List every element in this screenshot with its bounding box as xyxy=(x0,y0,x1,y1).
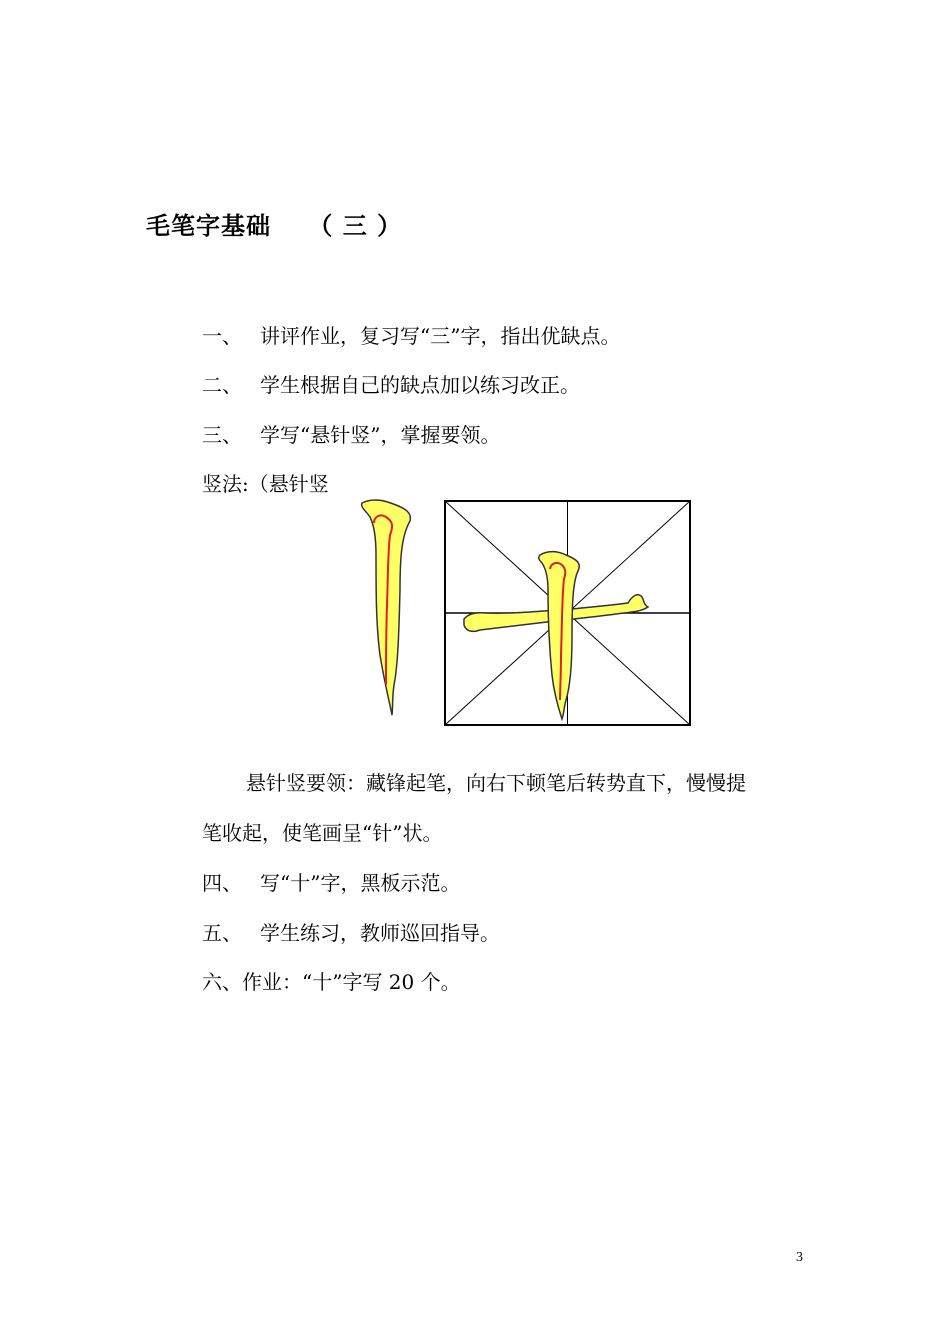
list-item-text: 写“十”字，黑板示范。 xyxy=(260,871,461,895)
calligraphy-illustration xyxy=(352,495,697,730)
explanation-line: 悬针竖要领：藏锋起笔，向右下顿笔后转势直下，慢慢提 xyxy=(246,771,746,795)
list-item-text: 学生练习，教师巡回指导。 xyxy=(260,921,500,945)
list-item-text: 讲评作业，复习写“三”字，指出优缺点。 xyxy=(260,324,621,348)
list-item-3 xyxy=(202,420,500,450)
explanation-paragraph xyxy=(202,768,812,848)
page-title: 毛笔字基础 （ 三 ） xyxy=(146,212,403,240)
list-item-number: 五、 xyxy=(202,921,242,945)
hanging-needle-stroke-figure xyxy=(362,500,411,715)
page-number: 3 xyxy=(796,1250,803,1265)
list-item-text: 学写“悬针竖”，掌握要领。 xyxy=(260,423,501,447)
homework-line: 六、作业：“十”字写 20 个。 xyxy=(202,970,461,994)
list-item-4 xyxy=(202,868,460,898)
list-item-number: 三、 xyxy=(202,423,242,447)
list-item-number: 二、 xyxy=(202,373,242,397)
rice-grid-figure xyxy=(445,501,690,725)
list-item-5 xyxy=(202,918,500,948)
vertical-stroke-shape xyxy=(539,552,580,719)
list-item-1 xyxy=(202,321,620,351)
list-item-2 xyxy=(202,370,580,400)
list-item-number: 一、 xyxy=(202,324,242,348)
explanation-line: 笔收起，使笔画呈“针”状。 xyxy=(202,821,443,845)
stroke-label: 竖法:（悬针竖 xyxy=(202,472,329,496)
list-item-number: 四、 xyxy=(202,871,242,895)
list-item-text: 学生根据自己的缺点加以练习改正。 xyxy=(260,373,580,397)
